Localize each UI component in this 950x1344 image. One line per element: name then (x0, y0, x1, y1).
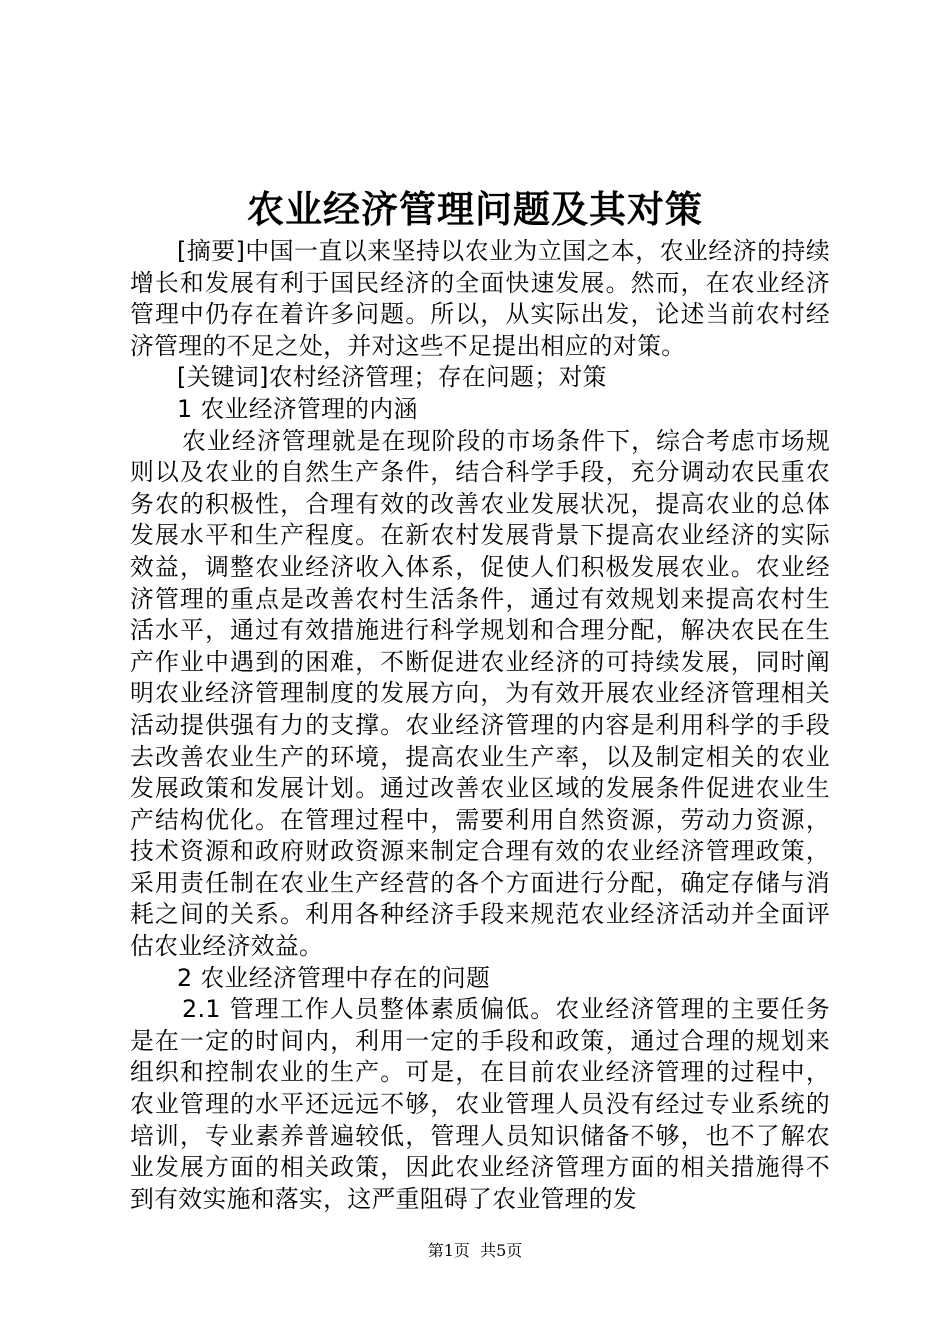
document-body (130, 236, 830, 1215)
page-footer (0, 1240, 950, 1262)
page-total: 共5页 (480, 1241, 523, 1260)
section-heading-1: 1 农业经济管理的内涵 (177, 394, 418, 423)
body-paragraph: 2.1 管理工作人员整体素质偏低。农业经济管理的主要任务是在一定的时间内，利用一定的手段和政策，通过合理的规划来组织和控制农业的生产。可是，在目前农业经济管理的过程中，农业管理的水平还远远不够，农业管理人员没有经过专业系统的培训，专业素养普遍较低，管理人员知识储备不够，也不了解农业发展方面的相关政策，因此农业经济管理方面的相关措施得不到有效实施和落实，这严重阻碍了农业管理的发 (130, 995, 830, 1213)
abstract-paragraph: [摘要]中国一直以来坚持以农业为立国之本，农业经济的持续增长和发展有利于国民经济的全面快速发展。然而，在农业经济管理中仍存在着许多问题。所以，从实际出发，论述当前农村经济管理的不足之处，并对这些不足提出相应的对策。 (130, 237, 830, 360)
document-title: 农业经济管理问题及其对策 (247, 187, 703, 231)
page-number: 第1页 (427, 1241, 470, 1260)
body-paragraph: 农业经济管理就是在现阶段的市场条件下，综合考虑市场规则以及农业的自然生产条件，结合科学手段，充分调动农民重农务农的积极性，合理有效的改善农业发展状况，提高农业的总体发展水平和生产程度。在新农村发展背景下提高农业经济的实际效益，调整农业经济收入体系，促使人们积极发展农业。农业经济管理的重点是改善农村生活条件，通过有效规划来提高农村生活水平，通过有效措施进行科学规划和合理分配，解决农民在生产作业中遇到的困难，不断促进农业经济的可持续发展，同时阐明农业经济管理制度的发展方向，为有效开展农业经济管理相关活动提供强有力的支撑。农业经济管理的内容是利用科学的手段去改善农业生产的环境，提高农业生产率，以及制定相关的农业发展政策和发展计划。通过改善农业区域的发展条件促进农业生产结构优化。在管理过程中，需要利用自然资源，劳动力资源，技术资源和政府财政资源来制定合理有效的农业经济管理政策，采用责任制在农业生产经营的各个方面进行分配，确定存储与消耗之间的关系。利用各种经济手段来规范农业经济活动并全面评估农业经济效益。 (130, 426, 830, 961)
section-heading-2: 2 农业经济管理中存在的问题 (177, 963, 491, 992)
keywords-paragraph: [关键词]农村经济管理；存在问题；对策 (177, 363, 607, 392)
